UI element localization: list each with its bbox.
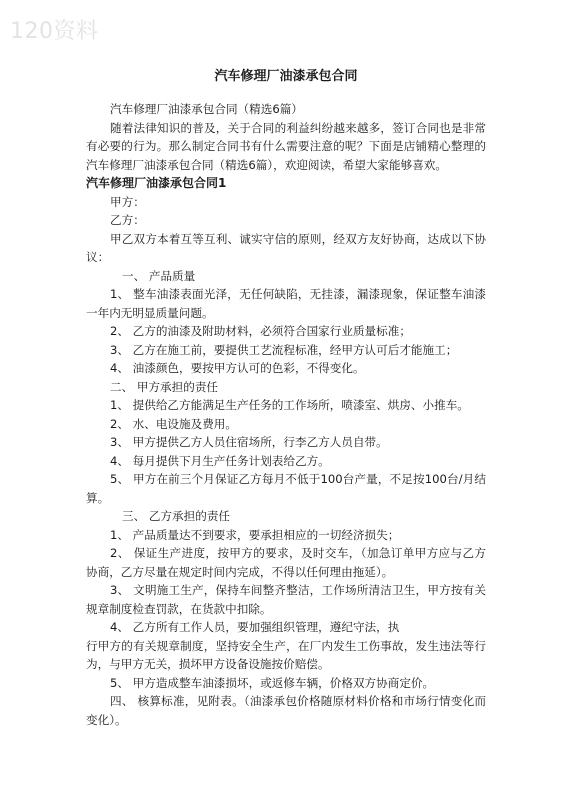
document-page [86,68,486,729]
clause-line: 2、 乙方的油漆及附助材料，必须符合国家行业质量标准； [110,324,411,338]
clause-line: 1、 提供给乙方能满足生产任务的工作场所，喷漆室、烘房、小推车。 [110,398,469,412]
party-b-line: 乙方： [110,213,145,227]
clause-line: 1、 产品质量达不到要求，要承担相应的一切经济损失； [110,527,400,542]
clause-line: 2、 水、电设施及费用。 [110,416,237,431]
clause-line: 5、 甲方在前三个月保证乙方每月不低于100台产量，不足按100台/月结算。 [86,472,486,505]
clause-line: 3、 乙方在施工前，要提供工艺流程标准，经甲方认可后才能施工； [110,342,458,357]
watermark-logo: 120资料 [10,19,99,44]
clause-line: 二、 甲方承担的责任 [110,379,219,394]
section-heading: 汽车修理厂油漆承包合同1 [86,176,227,190]
clause-line: 行甲方的有关规章制度，坚持安全生产，在厂内发生工伤事故，发生违法等行为，与甲方无关，损坏甲方设备设施按价赔偿。 [86,638,486,671]
contract-clauses [86,267,486,730]
clause-line: 1、 整车油漆表面光泽，无任何缺陷，无挂漆，漏漆现象，保证整车油漆一年内无明显质量问题。 [86,287,486,320]
intro-paragraph: 随着法律知识的普及，关于合同的利益纠纷越来越多，签订合同也是非常有必要的行为。那么制定合同书有什么需要注意的呢？下面是店铺精心整理的汽车修理厂油漆承包合同（精选6篇），欢迎阅读，希望大家能够喜欢。 [86,120,486,172]
clause-line: 四、 核算标准，见附表。（油漆承包价格随原材料价格和市场行情变化而变化）。 [86,694,486,727]
clause-line: 3、 甲方提供乙方人员住宿场所，行李乙方人员自带。 [110,435,388,449]
clause-line: 2、 保证生产进度，按甲方的要求，及时交车，（加急订单甲方应与乙方协商，乙方尽量在规定时间内完成，不得以任何理由拖延）。 [86,546,486,579]
clause-line: 一、 产品质量 [122,268,196,283]
document-title: 汽车修理厂油漆承包合同 [214,69,358,84]
party-a-line: 甲方： [110,194,145,209]
clause-line: 三、 乙方承担的责任 [122,509,231,523]
clause-line: 4、 乙方所有工作人员，要加强组织管理，遵纪守法，执 [110,620,400,634]
preamble-paragraph: 甲乙双方本着互等互利、诚实守信的原则，经双方友好协商，达成以下协议： [86,231,486,264]
document-subtitle: 汽车修理厂油漆承包合同（精选6篇） [110,102,303,116]
clause-line: 3、 文明施工生产，保持车间整齐整洁，工作场所清洁卫生，甲方按有关规章制度检查罚款，在货款中扣除。 [86,583,486,616]
clause-line: 4、 每月提供下月生产任务计划表给乙方。 [110,453,330,468]
clause-line: 4、 油漆颜色，要按甲方认可的色彩，不得变化。 [110,361,365,375]
clause-line: 5、 甲方造成整车油漆损坏，或返修车辆，价格双方协商定价。 [110,675,435,690]
